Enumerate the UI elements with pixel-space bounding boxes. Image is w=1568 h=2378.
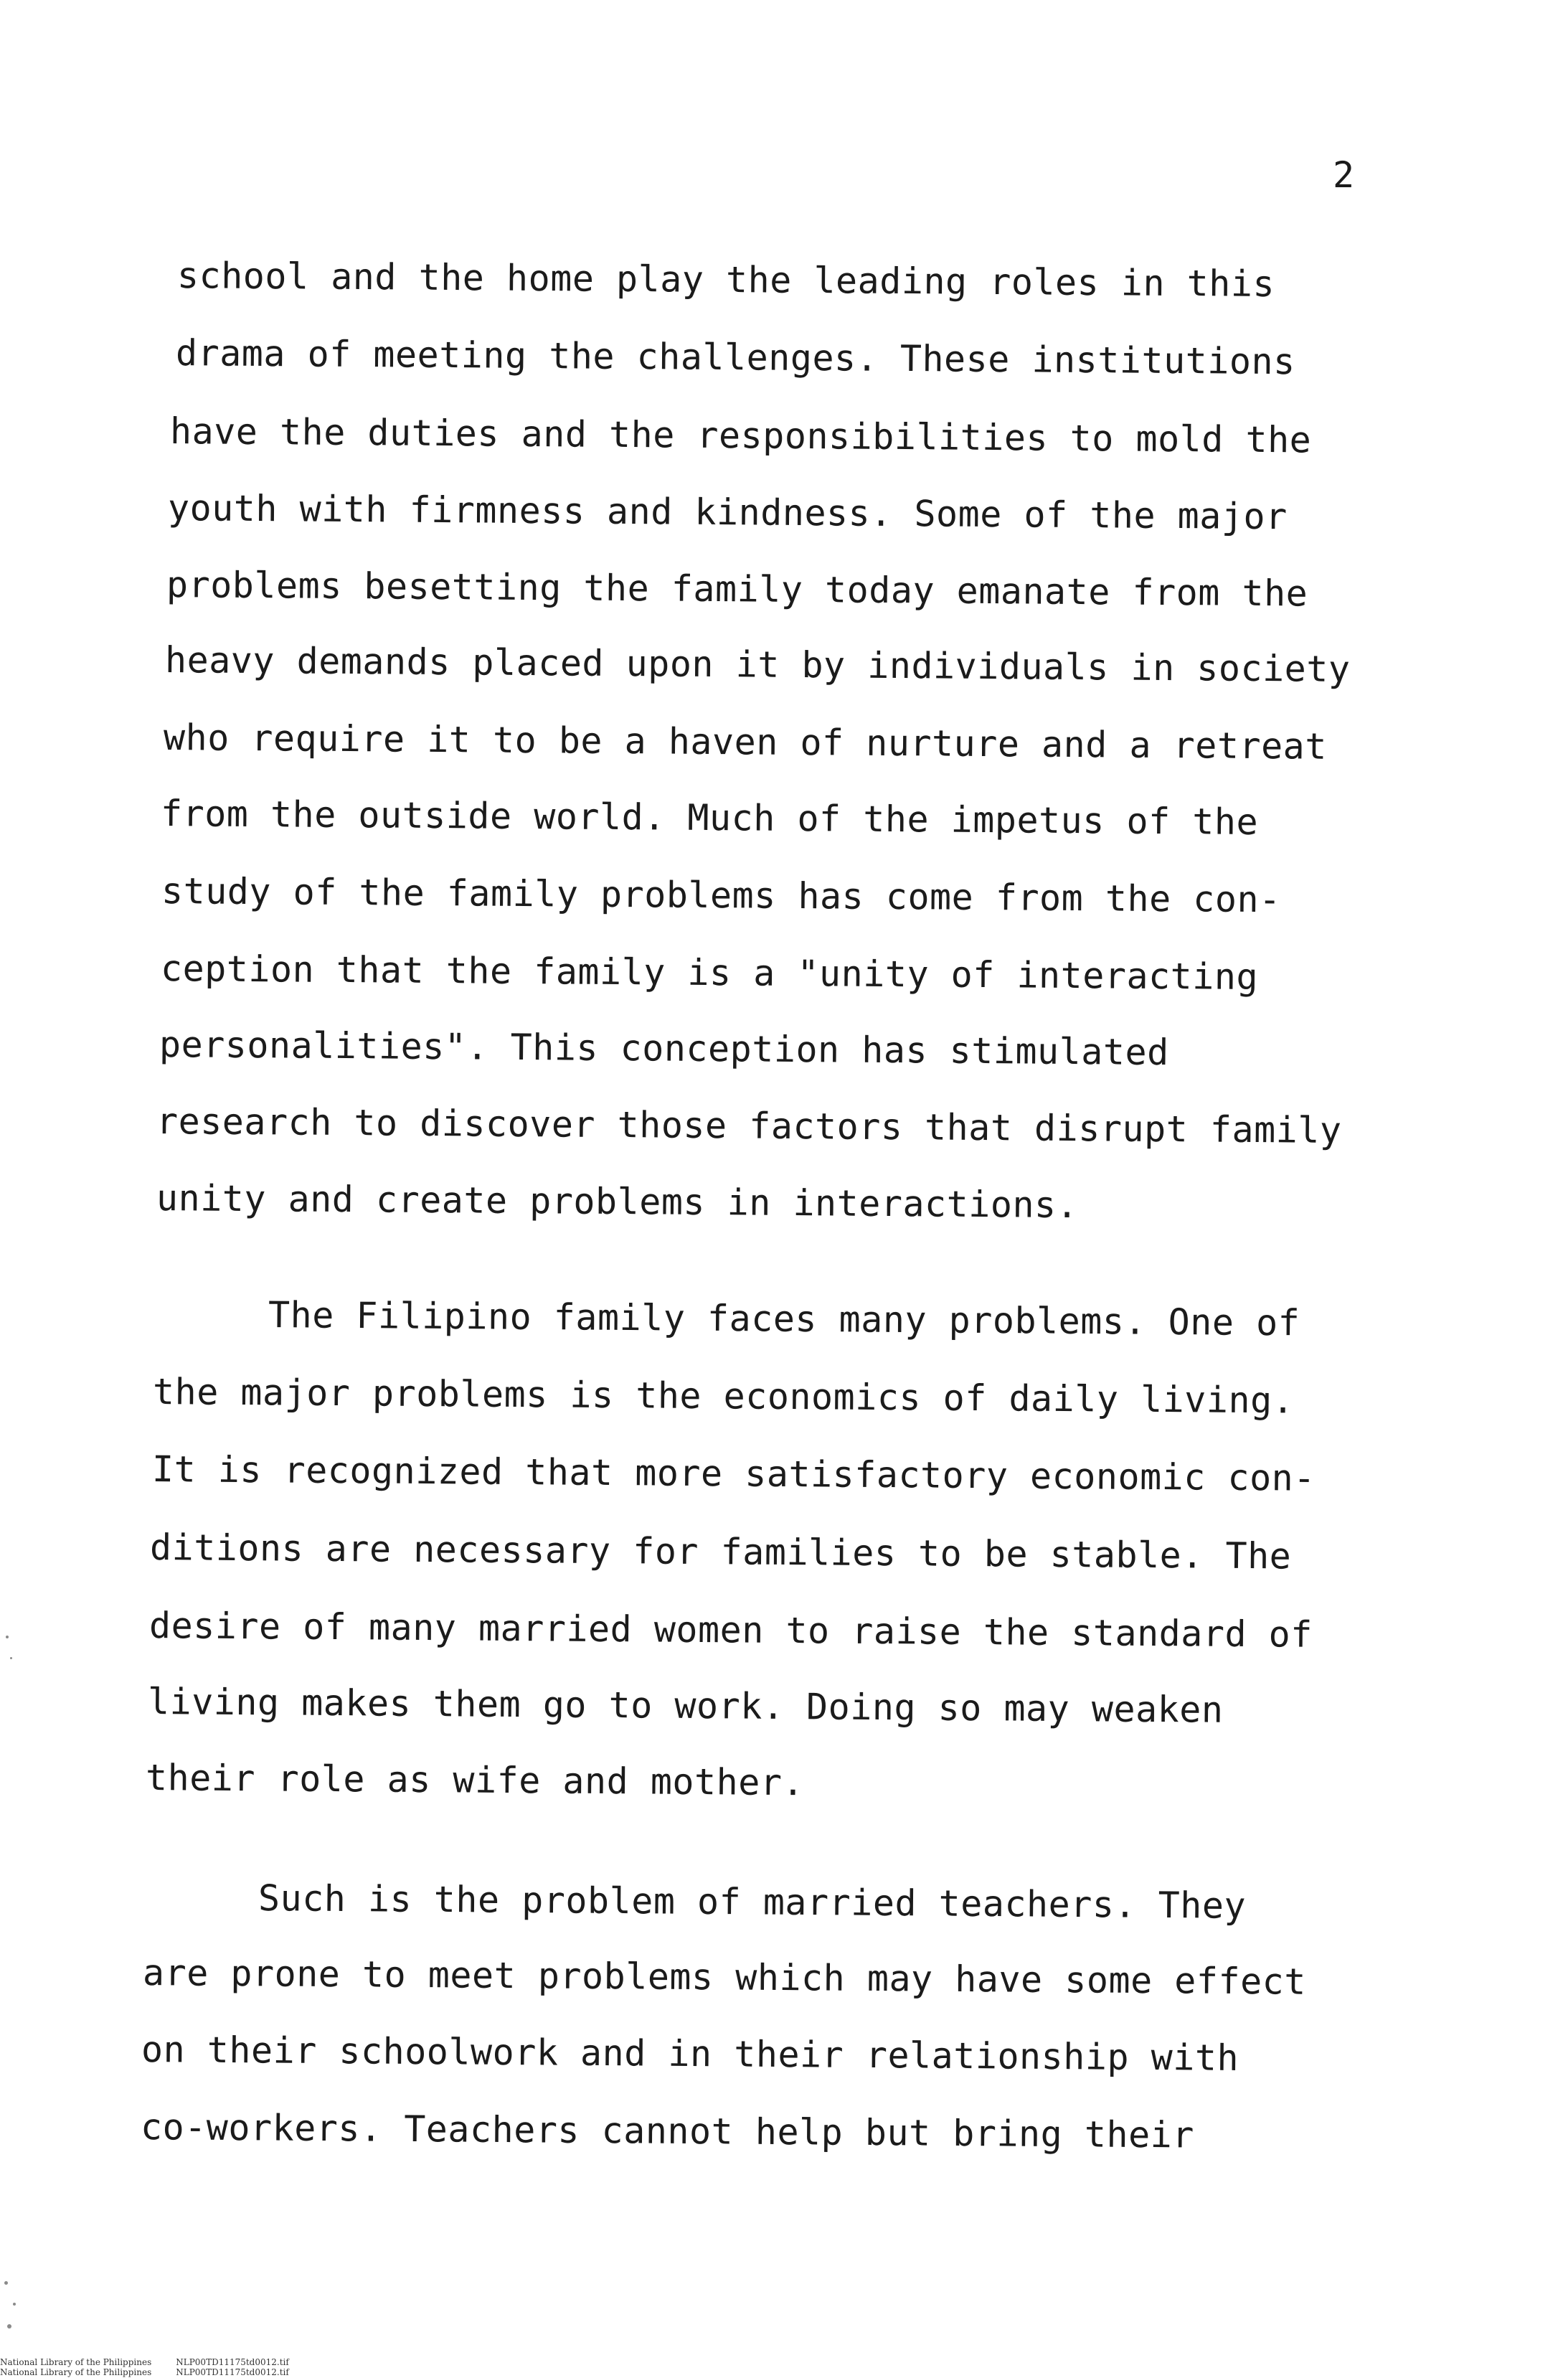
text-line: youth with firmness and kindness. Some of the major	[167, 487, 1288, 538]
text-line: from the outside world. Much of the impetus of the	[160, 793, 1259, 844]
text-line: have the duties and the responsibilities to mold the	[169, 410, 1312, 461]
page-number: 2	[1333, 154, 1355, 196]
text-line: ception that the family is a "unity of interacting	[160, 948, 1259, 999]
footer-line-1	[0, 2357, 313, 2367]
archive-footer	[0, 2357, 313, 2377]
text-line: ditions are necessary for families to be stable. The	[149, 1527, 1292, 1577]
footer-library-name: National Library of the Philippines	[0, 2357, 152, 2367]
footer-file-name: NLP00TD11175td0012.tif	[176, 2357, 289, 2367]
text-line: on their schoolwork and in their relationship with	[141, 2029, 1239, 2080]
text-line: co-workers. Teachers cannot help but bring their	[140, 2106, 1195, 2156]
text-line: who require it to be a haven of nurture and a retreat	[163, 717, 1328, 768]
text-line: are prone to meet problems which may have some effect	[142, 1952, 1307, 2003]
text-line: living makes them go to work. Doing so may weaken	[147, 1681, 1224, 1731]
footer-library-name: National Library of the Philippines	[0, 2367, 152, 2377]
text-line: study of the family problems has come from the con-	[161, 870, 1281, 921]
text-line: the major problems is the economics of daily living.	[152, 1371, 1295, 1422]
text-line: It is recognized that more satisfactory economic con-	[151, 1448, 1316, 1499]
text-line: Such is the problem of married teachers. They	[258, 1877, 1247, 1927]
scan-speck	[7, 2324, 11, 2329]
text-line: The Filipino family faces many problems. One of	[268, 1294, 1300, 1344]
scan-speck	[4, 2281, 8, 2285]
text-line: problems besetting the family today emanate from the	[166, 564, 1308, 615]
text-line: desire of many married women to raise the standard of	[148, 1605, 1313, 1656]
scan-speck	[10, 1657, 12, 1659]
text-line: research to discover those factors that disrupt family	[156, 1100, 1342, 1151]
text-line: their role as wife and mother.	[145, 1757, 805, 1804]
text-line: unity and create problems in interactions.	[156, 1177, 1079, 1227]
scan-speck	[13, 2303, 16, 2306]
text-line: personalities". This conception has stimulated	[159, 1024, 1169, 1074]
text-line: school and the home play the leading roles in this	[176, 255, 1275, 306]
scan-speck	[6, 1636, 9, 1638]
footer-file-name: NLP00TD11175td0012.tif	[176, 2367, 289, 2377]
text-line: heavy demands placed upon it by individuals in society	[164, 639, 1351, 690]
footer-line-2	[0, 2367, 313, 2377]
text-line: drama of meeting the challenges. These institutions	[175, 332, 1295, 383]
